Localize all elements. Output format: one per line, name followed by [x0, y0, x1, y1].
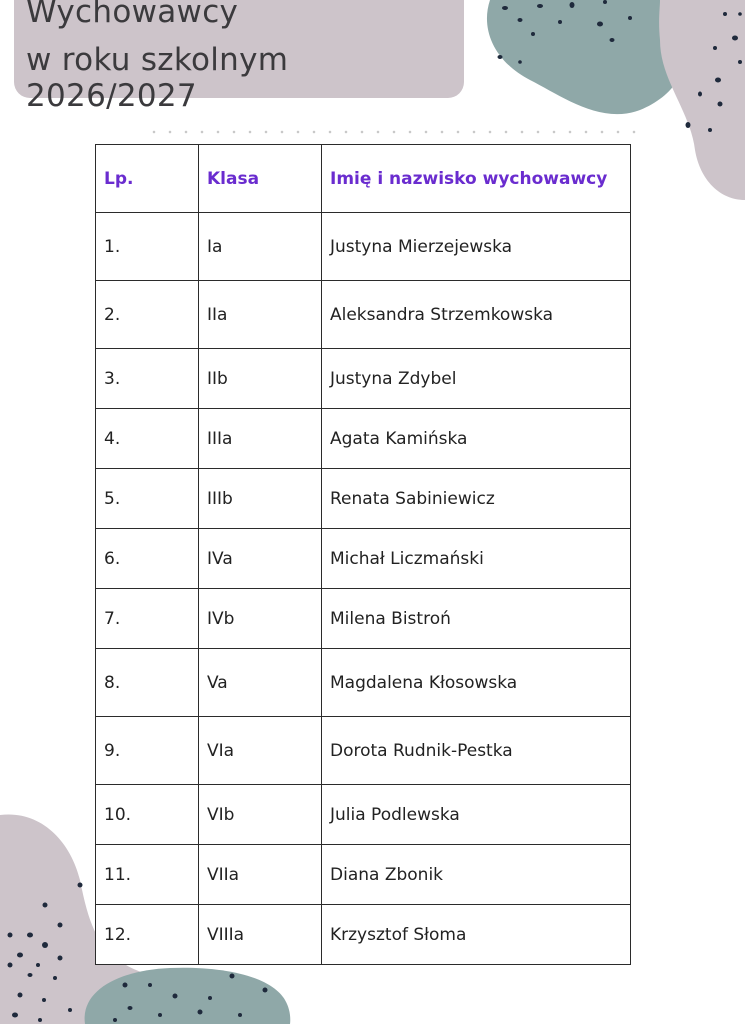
cell-lp: 11.: [96, 845, 199, 905]
page-title-line2: w roku szkolnym 2026/2027: [26, 42, 289, 114]
cell-teacher: Renata Sabiniewicz: [322, 469, 631, 529]
cell-lp: 2.: [96, 281, 199, 349]
cell-class: VIIa: [199, 845, 322, 905]
cell-class: IIIa: [199, 409, 322, 469]
cell-class: IVa: [199, 529, 322, 589]
cell-class: IIIb: [199, 469, 322, 529]
cell-lp: 12.: [96, 905, 199, 965]
table-header-row: [96, 145, 631, 213]
cell-teacher: Julia Podlewska: [322, 785, 631, 845]
cell-teacher: Michał Liczmański: [322, 529, 631, 589]
cell-lp: 4.: [96, 409, 199, 469]
table-row: [96, 529, 631, 589]
cell-lp: 6.: [96, 529, 199, 589]
mauve-blob-top: [659, 0, 745, 200]
cell-teacher: Krzysztof Słoma: [322, 905, 631, 965]
cell-class: Va: [199, 649, 322, 717]
cell-lp: 1.: [96, 213, 199, 281]
header-teacher: Imię i nazwisko wychowawcy: [322, 145, 631, 213]
table-row: [96, 281, 631, 349]
cell-class: Ia: [199, 213, 322, 281]
cell-teacher: Milena Bistroń: [322, 589, 631, 649]
table-row: [96, 589, 631, 649]
cell-teacher: Justyna Mierzejewska: [322, 213, 631, 281]
cell-teacher: Agata Kamińska: [322, 409, 631, 469]
table-row: [96, 785, 631, 845]
table-row: [96, 649, 631, 717]
cell-teacher: Dorota Rudnik-Pestka: [322, 717, 631, 785]
cell-teacher: Magdalena Kłosowska: [322, 649, 631, 717]
table-row: [96, 905, 631, 965]
table-row: [96, 213, 631, 281]
cell-lp: 3.: [96, 349, 199, 409]
table-row: [96, 845, 631, 905]
cell-lp: 8.: [96, 649, 199, 717]
cell-class: IVb: [199, 589, 322, 649]
dotted-divider: [146, 129, 636, 135]
header-lp: Lp.: [96, 145, 199, 213]
cell-teacher: Diana Zbonik: [322, 845, 631, 905]
cell-lp: 10.: [96, 785, 199, 845]
cell-class: VIb: [199, 785, 322, 845]
cell-class: IIb: [199, 349, 322, 409]
teachers-table: [95, 144, 631, 965]
cell-lp: 9.: [96, 717, 199, 785]
table-row: [96, 469, 631, 529]
cell-teacher: Aleksandra Strzemkowska: [322, 281, 631, 349]
table-row: [96, 409, 631, 469]
header-klasa: Klasa: [199, 145, 322, 213]
cell-class: VIa: [199, 717, 322, 785]
title-box: [14, 0, 464, 114]
table-row: [96, 349, 631, 409]
cell-lp: 5.: [96, 469, 199, 529]
cell-class: VIIIa: [199, 905, 322, 965]
cell-lp: 7.: [96, 589, 199, 649]
table-row: [96, 717, 631, 785]
page-title-line1: Wychowawcy: [26, 0, 239, 30]
cell-teacher: Justyna Zdybel: [322, 349, 631, 409]
cell-class: IIa: [199, 281, 322, 349]
